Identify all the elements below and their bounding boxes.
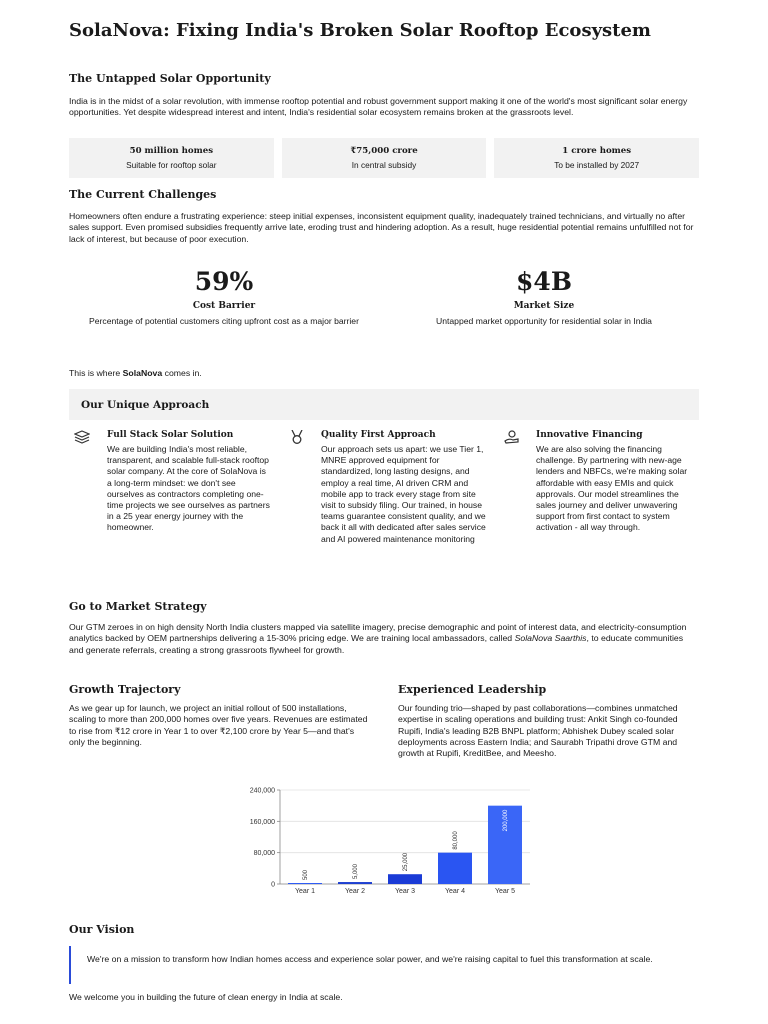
approach-item-text: Our approach sets us apart: we use Tier 1, MNRE approved equipment for standardized, long lasting designs, and employ a real time, AI driven CRM and mobile app to track every stage from site visit to subsidy filing. Our trained, in house teams guarantee consistent quality, and we back it all with dedicated after sales service and AI powered maintenance monitoring bbox=[321, 444, 486, 544]
growth-heading: Growth Trajectory bbox=[69, 683, 181, 696]
leadership-heading: Experienced Leadership bbox=[398, 683, 547, 696]
vision-heading: Our Vision bbox=[69, 923, 135, 936]
stat-value: ₹75,000 crore bbox=[350, 146, 418, 156]
approach-header bbox=[69, 389, 699, 420]
gtm-text-italic: SolaNova Saarthis bbox=[514, 633, 587, 644]
metric-market-size bbox=[389, 268, 699, 327]
stat-box bbox=[494, 138, 699, 178]
growth-chart bbox=[230, 782, 535, 897]
stat-label: To be installed by 2027 bbox=[554, 160, 640, 170]
x-tick-label: Year 1 bbox=[295, 888, 315, 895]
data-label: 5,000 bbox=[353, 864, 359, 880]
approach-heading: Our Unique Approach bbox=[81, 398, 210, 411]
vision-quote-text: We're on a mission to transform how Indian homes access and experience solar power, and we're raising capital to fuel this transformation at scale. bbox=[87, 954, 653, 964]
approach-item-text: We are also solving the financing challenge. By partnering with new-age lenders and NBFCs, we're making solar affordable with easy EMIs and quick approvals. Our model streamlines the sales journey and deliver unwavering support from first contact to system activation - all way through. bbox=[536, 444, 688, 533]
x-tick-label: Year 4 bbox=[445, 888, 465, 895]
challenges-text: Homeowners often endure a frustrating experience: steep initial expenses, inconsistent equipment quality, inadequately trained technicians, and virtually no after sales support. Even promised subsidies frequently arrive late, eroding trust and hindering adoption. As a result, huge residential potential remains unfulfilled not for lack of interest, but because of poor execution. bbox=[69, 211, 694, 244]
approach-item-text: We are building India's most reliable, transparent, and scalable full-stack rooftop solar company. At the core of SolaNova is a long-term mindset: we don't see ourselves as contractors completing one-time projects we see ourselves as partners in a 25 year energy journey with the homeowner. bbox=[107, 444, 270, 533]
closing-line: We welcome you in building the future of clean energy in India at scale. bbox=[69, 992, 343, 1002]
metric-desc: Percentage of potential customers citing upfront cost as a major barrier bbox=[89, 316, 359, 326]
chart-bar bbox=[438, 853, 472, 884]
gtm-text-after: , to educate communities and generate referrals, creating a strong grassroots flywheel for growth. bbox=[69, 633, 684, 655]
intro-brand: SolaNova bbox=[122, 368, 163, 378]
data-label: 500 bbox=[303, 869, 309, 880]
medal-icon bbox=[289, 430, 305, 444]
data-label: 200,000 bbox=[503, 809, 509, 832]
gtm-text-before: Our GTM zeroes in on high density North India clusters mapped via satellite imagery, precise demographic and point of interest data, and electricity-consumption analytics backed by OEM partnerships delivering a 15-30% pricing edge. We are training local ambassadors, called bbox=[69, 622, 687, 644]
stat-value: 1 crore homes bbox=[562, 146, 632, 156]
approach-item-title: Full Stack Solar Solution bbox=[107, 430, 234, 440]
stat-value: 50 million homes bbox=[129, 146, 214, 156]
approach-item-title: Innovative Financing bbox=[536, 430, 643, 440]
y-tick-label: 0 bbox=[271, 881, 275, 889]
layers-icon bbox=[74, 430, 90, 444]
metric-cost-barrier bbox=[69, 268, 379, 327]
growth-text: As we gear up for launch, we project an initial rollout of 500 installations, scaling to more than 200,000 homes over five years. Revenues are estimated to rise from ₹12 crore in Year 1 to over ₹2,100 crore by Year 5—and that's only the beginning. bbox=[69, 703, 368, 747]
metric-number: 59% bbox=[194, 267, 254, 296]
approach-item-title: Quality First Approach bbox=[321, 430, 436, 440]
stat-row bbox=[69, 138, 699, 178]
challenges-heading: The Current Challenges bbox=[69, 188, 217, 201]
metric-caption: Market Size bbox=[513, 301, 575, 311]
metric-number: $4B bbox=[516, 267, 572, 296]
metric-desc: Untapped market opportunity for residential solar in India bbox=[436, 316, 652, 326]
chart-bar bbox=[388, 874, 422, 884]
leadership-text: Our founding trio—shaped by past collaborations—combines unmatched expertise in scaling operations and building trust: Ankit Singh co-founded Rupifi, India's leading B2B BNPL platform; Abhishek Dubey scaled solar deployments across Eastern India; and Saurabh Tripathi drove GTM and growth at Rupifi, KreditBee, and Meesho. bbox=[398, 703, 678, 759]
opportunity-text: India is in the midst of a solar revolution, with immense rooftop potential and robust government support making it one of the world's most significant solar energy opportunities. Yet despite widespread interest and intent, India's residential solar ecosystem remains broken at the grassroots level. bbox=[69, 96, 688, 118]
data-label: 80,000 bbox=[453, 831, 459, 850]
intro-after: comes in. bbox=[162, 368, 202, 378]
x-tick-label: Year 5 bbox=[495, 888, 515, 895]
vision-quote bbox=[69, 946, 696, 984]
coin-hand-icon bbox=[504, 430, 520, 444]
y-tick-label: 80,000 bbox=[253, 850, 275, 858]
page-title: SolaNova: Fixing India's Broken Solar Rooftop Ecosystem bbox=[69, 20, 651, 41]
stat-box bbox=[282, 138, 487, 178]
y-tick-label: 160,000 bbox=[249, 818, 275, 826]
stat-label: In central subsidy bbox=[351, 160, 417, 170]
x-tick-label: Year 3 bbox=[395, 888, 415, 895]
stat-box bbox=[69, 138, 274, 178]
data-label: 25,000 bbox=[403, 852, 409, 872]
metric-caption: Cost Barrier bbox=[192, 301, 256, 311]
chart-bar bbox=[288, 883, 322, 884]
chart-bar bbox=[338, 882, 372, 884]
y-tick-label: 240,000 bbox=[249, 787, 275, 795]
stat-label: Suitable for rooftop solar bbox=[126, 160, 217, 170]
gtm-text bbox=[69, 622, 697, 656]
x-tick-label: Year 2 bbox=[345, 888, 365, 895]
opportunity-heading: The Untapped Solar Opportunity bbox=[69, 72, 271, 85]
intro-before: This is where bbox=[69, 368, 123, 378]
gtm-heading: Go to Market Strategy bbox=[69, 600, 207, 613]
intro-line bbox=[69, 368, 202, 379]
